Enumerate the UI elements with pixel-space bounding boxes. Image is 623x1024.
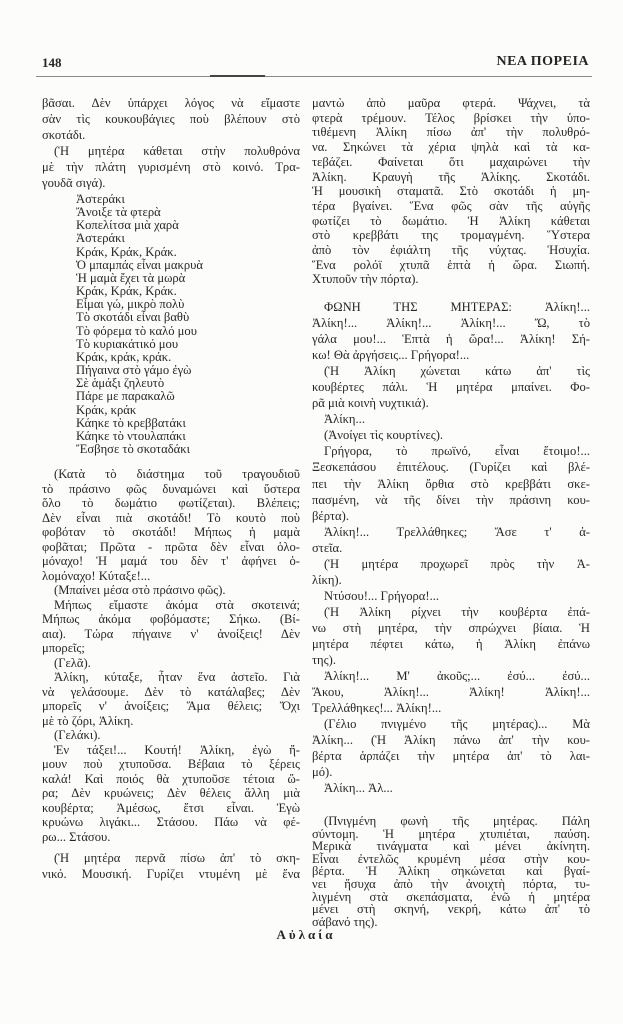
verse-line: Πήγαινα στὸ γάμο ἐγὼ: [76, 363, 192, 378]
verse-line: Εἶμαι γώ, μικρὸ πολὺ: [76, 297, 185, 312]
text-line: τιθέμενη Ἀλίκη πίσω ἀπ' τὴν πολυθρό-: [312, 125, 590, 140]
text-line: κουβέρτα; Ἀμέσως, ἔτσι εἶναι. Ἐγὼ: [42, 800, 300, 815]
text-line: λιγμένη στὰ σκεπάσματα, ἐνῶ ἡ μητέρα: [312, 889, 590, 904]
text-line: (Γελάκι).: [54, 728, 101, 742]
text-line: νὰ γελάσουμε. Δὲν τὸ κατάλαβες; Δὲν: [42, 684, 300, 699]
paragraph: [42, 598, 300, 656]
text-line: κρυώνω λιγάκι... Στάσου. Πάω νὰ φέ-: [42, 815, 300, 829]
text-line: Ἀλίκη, κύταξε, ἦταν ἕνα ἀστεῖο. Γιὰ: [54, 670, 300, 684]
text-line: (Μπαίνει μέσα στὸ πράσινο φῶς).: [54, 583, 226, 597]
paragraph: [42, 143, 300, 191]
text-line: νικό. Μουσική. Γυρίζει ντυμένη μὲ ἕνα: [42, 867, 300, 881]
text-line: (Ἡ Ἀλίκη χώνεται κάτω ἀπ' τὶς: [324, 364, 590, 379]
text-line: λομόναχο! Κύταξε!...: [42, 568, 151, 583]
text-line: φοβόταν τὸ σκοτάδι! Μήπως ἡ μαμὰ: [42, 525, 300, 539]
text-line: Ἀλίκη...: [324, 412, 365, 427]
verse-line: Τὸ φόρεμα τὸ καλό μου: [76, 323, 197, 338]
text-line: Ἀλίκη!... Τρελλάθηκες; Ἄσε τ' ἀ-: [324, 524, 590, 539]
text-line: κουβέρτες πάλι. Ἡ μητέρα μπαίνει. Φο-: [312, 380, 590, 395]
text-line: Μήπως ἀκόμα φοβόμαστε; Σήκω. (Βί-: [42, 612, 300, 626]
text-line: Μερικὰ τινάγματα καὶ μένει ἀκίνητη.: [312, 839, 590, 854]
paragraph: [312, 588, 590, 604]
text-line: Ἐν τάξει!... Κουτή! Ἀλίκη, ἐγὼ ἤ-: [54, 742, 300, 757]
verse-stanza: [42, 193, 300, 456]
right-column-block-2: [312, 299, 590, 796]
paragraph: [312, 443, 590, 523]
paragraph: [42, 656, 300, 671]
text-line: σάβανό της).: [312, 914, 378, 929]
verse-line: Ἄνοιξε τὰ φτερὰ: [76, 205, 161, 220]
text-line: μητέρα πέφτει κάτω, ἡ Ἀλίκη ἐπάνω: [312, 636, 590, 651]
text-line: Ἡ μουσικὴ σταματᾶ. Στὸ σκοτάδι ἡ μη-: [312, 184, 590, 199]
text-line: φοβᾶται; Πρῶτα - πρῶτα δὲν εἶναι ὁλο-: [42, 539, 300, 554]
verse-line: Κάηκε τὸ ντουλαπάκι: [76, 428, 186, 443]
text-line: γουδᾶ σιγά).: [42, 176, 106, 190]
verse-line: Κράκ, Κράκ, Κράκ.: [76, 284, 177, 299]
verse-line: Τὸ κυριακάτικό μου: [76, 336, 179, 351]
text-line: Ξεσκεπάσου ἐπιτέλους. (Γυρίζει καὶ βλέ-: [312, 460, 590, 475]
text-line: ρω... Στάσου.: [42, 829, 111, 844]
verse-line: Κράκ, κράκ: [76, 402, 137, 417]
text-line: μπορεῖς ν' ἀνοίξεις; Ἅμα θέλεις; Ὄχι: [42, 699, 300, 713]
left-column-block-3: [42, 850, 300, 882]
paragraph: [42, 583, 300, 598]
verse-line: Ἀστεράκι: [76, 231, 125, 246]
text-line: μπορεῖς;: [42, 641, 85, 655]
text-line: ρα; Δὲν κρυώνεις; Δὲν θέλεις ἄλλη μιὰ: [42, 786, 300, 800]
text-line: Ἀλίκη... (Ἡ Ἀλίκη πάνω ἀπ' τὴν κου-: [312, 733, 590, 748]
header-rule: [36, 76, 592, 77]
paragraph: [312, 524, 590, 556]
text-line: Ἀλίκη. Κραυγὴ τῆς Ἀλίκης. Σκοτάδι.: [312, 169, 590, 184]
text-line: Γρήγορα, τὸ πρωϊνό, εἶναι ἕτοιμο!...: [324, 444, 590, 459]
song-verse: [42, 193, 300, 456]
text-line: Χτυποῦν τὴν πόρτα).: [312, 272, 419, 287]
text-line: ΦΩΝΗ ΤΗΣ ΜΗΤΕΡΑΣ: Ἀλίκη!...: [324, 300, 590, 314]
text-line: Ἀλίκη!... Μ' ἀκοῦς;... ἐσύ... ἐσύ...: [324, 669, 590, 684]
paragraph: [42, 467, 300, 583]
text-line: σύντομη. Ἡ μητέρα χτυπιέται, παύση.: [312, 826, 590, 841]
text-line: ὅλο τὸ δωμάτιο φωτίζεται). Βλέπεις;: [42, 496, 300, 510]
text-line: βέρτα).: [312, 508, 349, 523]
text-line: μαντὼ ἀπὸ μαῦρα φτερά. Ψάχνει, τὰ: [312, 96, 590, 110]
text-line: μό).: [312, 765, 333, 780]
paragraph: [312, 96, 590, 287]
paragraph: [312, 427, 590, 443]
text-line: αια). Τώρα πήγαινε ν' ἀνοίξεις! Δὲν: [42, 626, 300, 641]
text-line: (Ἡ Ἀλίκη ρίχνει τὴν κουβέρτα ἐπά-: [324, 604, 590, 619]
paragraph: [42, 670, 300, 728]
text-line: κω! Θὰ ἀργήσεις... Γρήγορα!...: [312, 348, 470, 363]
text-line: τὸ πράσινο φῶς δυναμώνει καὶ ὕστερα: [42, 481, 300, 496]
left-column-block-2: [42, 467, 300, 844]
text-line: τεβάζει. Φαίνεται ὅτι μαχαιρώνει τὴν: [312, 154, 590, 169]
text-line: (Ἀνοίγει τὶς κουρτίνες).: [324, 428, 444, 443]
text-line: φωτίζει τὸ δωμάτιο. Ἡ Ἀλίκη κάθεται: [312, 213, 590, 228]
paragraph: [312, 668, 590, 716]
text-line: βᾶσαι. Δὲν ὑπάρχει λόγος νὰ εἴμαστε: [42, 96, 300, 110]
text-line: (Γέλιο πνιγμένο τῆς μητέρας)... Μὰ: [324, 717, 590, 732]
text-line: μένει στὴ σκηνή, νεκρή, κάτω ἀπ' τὸ: [312, 902, 590, 917]
verse-line: Κράκ, κράκ, κράκ.: [76, 349, 172, 364]
text-line: της).: [312, 653, 336, 668]
text-line: νει ἥσυχα ἀπὸ τὴν ἀνοιχτὴ πόρτα, τυ-: [312, 876, 590, 891]
text-line: (Ἡ μητέρα κάθεται στὴν πολυθρόνα: [54, 144, 300, 158]
header-rule-mark: [210, 75, 265, 77]
text-line: Ἀλίκη... Ἀλ...: [324, 781, 393, 796]
paragraph: [312, 604, 590, 668]
text-line: (Πνιγμένη φωνὴ τῆς μητέρας. Πάλη: [324, 814, 590, 828]
paragraph: [312, 815, 590, 928]
text-line: Ντύσου!... Γρήγορα!...: [324, 588, 440, 603]
text-line: βέρτα ἁρπάζει τὴν μητέρα ἀπ' τὸ λαι-: [312, 749, 590, 764]
verse-line: Σὲ ἁμάξι ζηλευτὸ: [76, 376, 165, 391]
page-number: 148: [42, 55, 62, 70]
paragraph: [42, 95, 300, 143]
paragraph: [312, 363, 590, 411]
paragraph: [42, 728, 300, 743]
text-line: νω στὴ μητέρα, τὴν σπρώχνει βίαια. Ἡ: [312, 620, 590, 635]
text-line: ρᾶ μιὰ κοινὴ νυχτικιά).: [312, 396, 429, 411]
verse-line: Ὁ μπαμπάς εἶναι μακρυὰ: [76, 257, 203, 272]
text-line: Ἕνα ρολόϊ χτυπᾶ ἑπτὰ ἡ ὥρα. Σιωπή.: [312, 257, 590, 272]
text-line: ἀπὸ τὸν ἐφιάλτη τῆς νύχτας. Ἡσυχία.: [312, 243, 590, 258]
text-line: βέρτα. Ἡ Ἀλίκη σηκώνεται καὶ βγαί-: [312, 864, 590, 879]
text-line: πασμένη, νὰ τῆς δίνει τὴν πράσινη κου-: [312, 492, 590, 507]
text-line: (Γελᾶ).: [54, 655, 91, 670]
left-column-block-1: [42, 95, 300, 191]
text-line: καλά! Καὶ ποιός θὰ χτυποῦσε τέτοια ὥ-: [42, 771, 300, 786]
verse-line: Ἀστεράκι: [76, 192, 125, 206]
text-line: μὲ τὴν πλάτη γυρισμένη στὸ κοινό. Τρα-: [42, 160, 300, 174]
verse-line: Κράκ, Κράκ, Κράκ.: [76, 244, 177, 259]
text-line: Ἄκου, Ἀλίκη!... Ἀλίκη! Ἀλίκη!...: [312, 685, 590, 700]
right-column-block-1: [312, 96, 590, 287]
paragraph: [312, 411, 590, 427]
text-line: γάλα μου!... Ἑπτὰ ἡ ὥρα!... Ἀλίκη! Σή-: [312, 332, 590, 347]
paragraph: [42, 850, 300, 882]
text-line: φτερὰ τρέμουν. Τέλος βρίσκει τὴν ὑπο-: [312, 110, 590, 125]
text-line: στεῖα.: [312, 540, 343, 555]
paragraph: [312, 716, 590, 780]
text-line: (Κατὰ τὸ διάστημα τοῦ τραγουδιοῦ: [54, 467, 300, 481]
text-line: πει τὴν Ἀλίκη ὄρθια στὸ κρεββάτι σκε-: [312, 476, 590, 491]
text-line: σκοτάδι.: [42, 128, 86, 142]
text-line: μὲ τὸ ζόρι, Ἀλίκη.: [42, 713, 134, 728]
text-line: (Ἡ μητέρα περνᾶ πίσω ἀπ' τὸ σκη-: [54, 851, 300, 865]
text-line: Τρελλάθηκες!... Ἀλίκη!...: [312, 701, 442, 716]
text-line: να. Σηκώνει τὰ χέρια ψηλὰ καὶ τὰ κα-: [312, 140, 590, 155]
text-line: λίκη).: [312, 572, 342, 587]
text-line: μουν ποὺ χτυποῦσα. Βέβαια τὸ ξέρεις: [42, 757, 300, 771]
paragraph: [312, 780, 590, 796]
verse-line: Κοπελίτσα μιὰ χαρὰ: [76, 218, 179, 233]
text-line: Εἶναι ἐντελῶς κρυμένη μέσα στὴν κου-: [312, 851, 590, 866]
verse-line: Πάρε με παρακαλῶ: [76, 389, 175, 404]
text-line: Μήπως εἴμαστε ἀκόμα στὰ σκοτεινά;: [54, 597, 300, 612]
text-line: Δὲν εἶναι πιὰ σκοτάδι! Τὸ κουτὸ ποὺ: [42, 510, 300, 525]
curtain-footer: Αὐλαία: [276, 927, 336, 942]
text-line: Ἀλίκη!... Ἀλίκη!... Ἀλίκη!... Ὤ, τὸ: [312, 316, 590, 331]
text-line: στὸ κρεββάτι της τρομαγμένη. Ὕστερα: [312, 228, 590, 243]
text-line: τέρα βγαίνει. Ἕνα φῶς σὰν τῆς αὐγῆς: [312, 198, 590, 213]
verse-line: Τὸ σκοτάδι εἶναι βαθὺ: [76, 310, 190, 325]
paragraph: [312, 299, 590, 363]
paragraph: [312, 556, 590, 588]
verse-line: Ἡ μαμὰ ἔχει τὰ μωρὰ: [76, 270, 186, 285]
paragraph: [42, 743, 300, 845]
running-title: ΝΕΑ ΠΟΡΕΙΑ: [496, 54, 589, 69]
text-line: (Ἡ μητέρα προχωρεῖ πρὸς τὴν Ἀ-: [324, 556, 590, 571]
right-column-block-3: [312, 815, 590, 928]
verse-line: Κάηκε τὸ κρεββατάκι: [76, 415, 186, 430]
text-line: σὰν τὶς κουκουβάγιες ποὺ βλέπουν στὸ: [42, 112, 300, 126]
text-line: μόναχο! Ἡ μαμά του δὲν τ' ἀφήνει ὁ-: [42, 554, 300, 568]
verse-line: Ἔσβησε τὸ σκοταδάκι: [76, 441, 190, 456]
